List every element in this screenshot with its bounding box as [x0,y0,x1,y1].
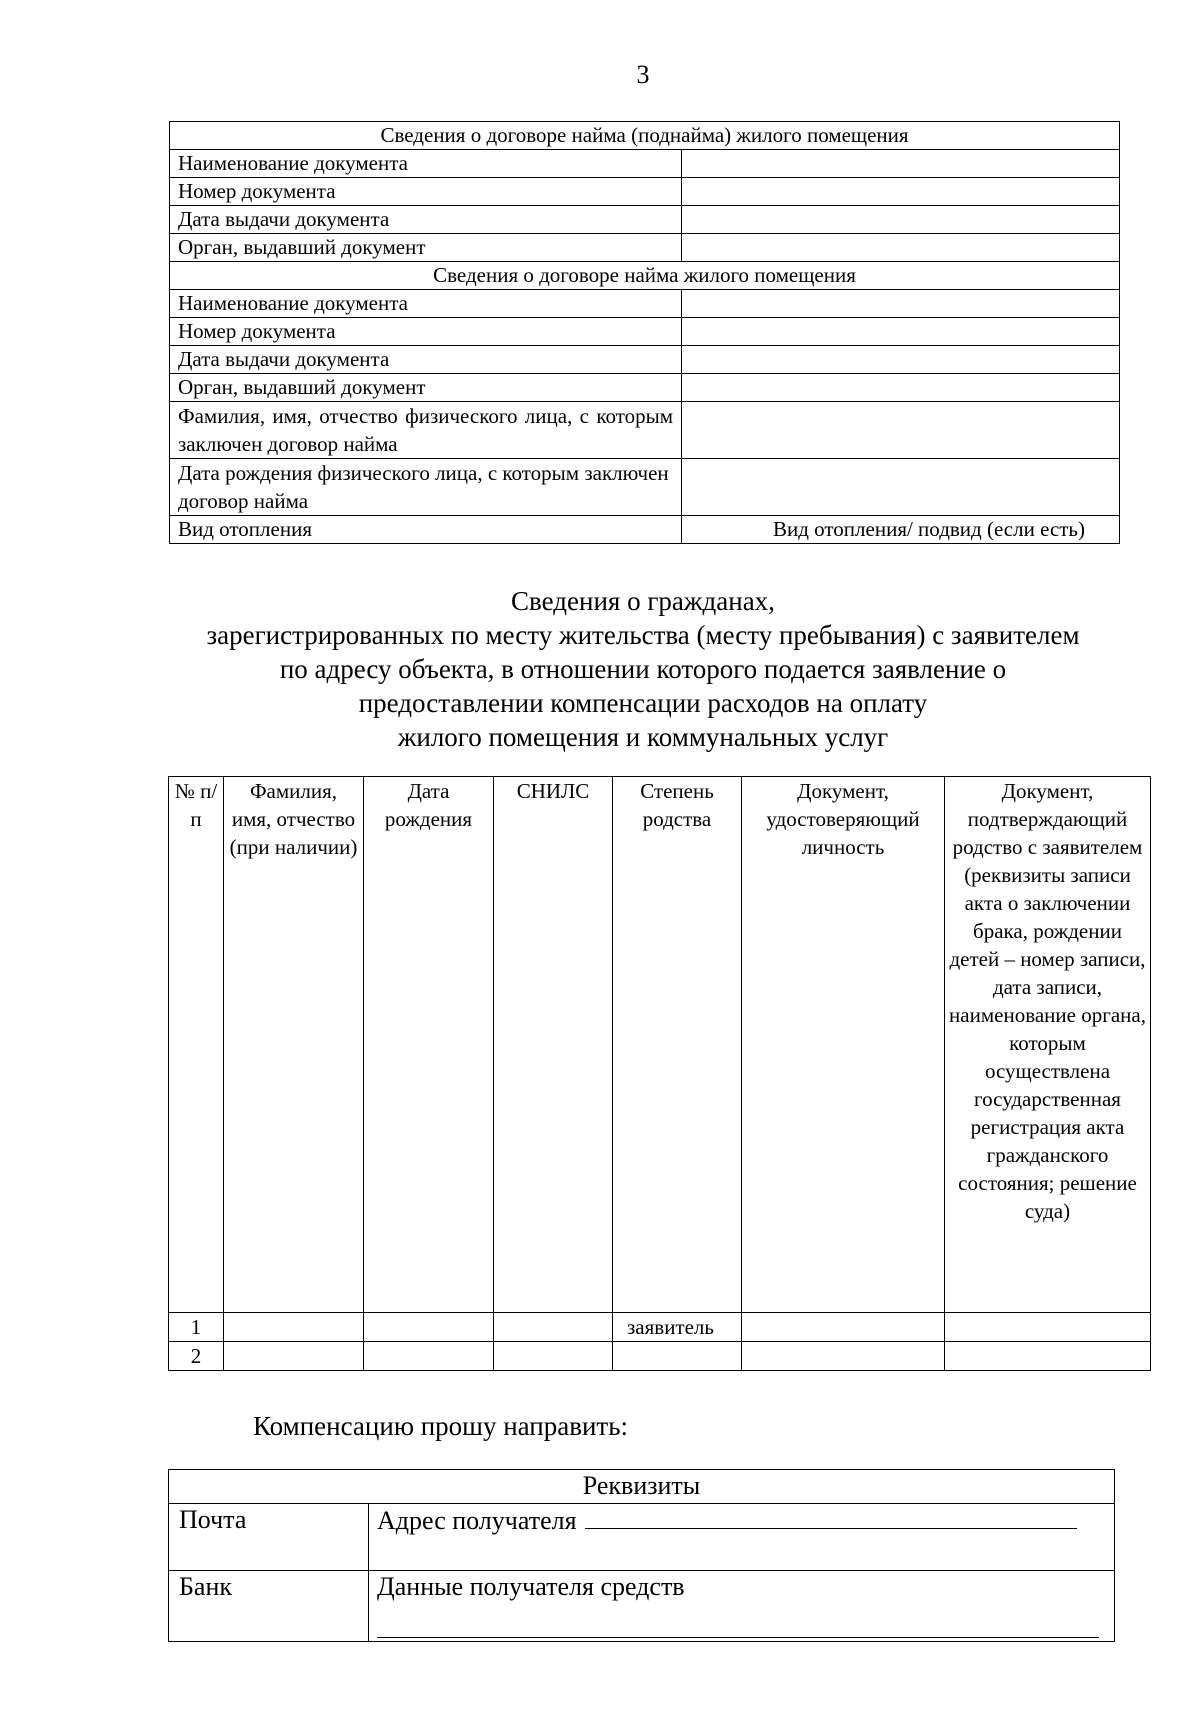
field-label: Номер документа [170,178,682,206]
cell[interactable] [224,1313,364,1342]
field-label: Орган, выдавший документ [170,234,682,262]
cell[interactable] [494,1342,613,1371]
field-label-tenant-name: Фамилия, имя, отчество физического лица, с которым заключен договор найма [170,402,682,459]
heating-value: Вид отопления/ подвид (если есть) [682,516,1120,544]
field-value[interactable] [682,374,1120,402]
field-value[interactable] [682,318,1120,346]
table-row [169,1313,1151,1342]
field-value[interactable] [682,178,1120,206]
bank-label: Банк [169,1571,369,1642]
row-number: 1 [169,1313,224,1342]
cell[interactable] [224,1342,364,1371]
compensation-heading: Компенсацию прошу направить: [253,1411,629,1441]
col-header-number: № п/п [169,777,224,1313]
field-label: Орган, выдавший документ [170,374,682,402]
recipient-address-label: Адрес получателя [377,1506,577,1535]
title-line: Сведения о гражданах, [511,586,775,616]
title-line: жилого помещения и коммунальных услуг [397,722,889,752]
row-number: 2 [169,1342,224,1371]
title-line: зарегистрированных по месту жительства (месту пребывания) с заявителем [206,620,1080,650]
field-value[interactable] [682,402,1120,459]
cell[interactable] [945,1313,1151,1342]
field-value[interactable] [682,346,1120,374]
col-header-relation: Степень родства [613,777,742,1313]
field-value[interactable] [682,290,1120,318]
col-header-fullname: Фамилия, имя, отчество (при наличии) [224,777,364,1313]
cell[interactable] [945,1342,1151,1371]
col-header-snils: СНИЛС [494,777,613,1313]
lease-header: Сведения о договоре найма жилого помещения [170,262,1120,290]
table-row [169,1342,1151,1371]
field-label: Номер документа [170,318,682,346]
cell-relation[interactable]: заявитель [613,1313,742,1342]
field-label: Дата выдачи документа [170,206,682,234]
mail-cell [369,1504,1115,1571]
field-label: Дата выдачи документа [170,346,682,374]
col-header-id-document: Документ, удостоверяющий личность [742,777,945,1313]
recipient-bank-line[interactable] [377,1603,1099,1638]
citizens-table [168,776,1151,1371]
cell[interactable] [364,1313,494,1342]
cell[interactable] [494,1313,613,1342]
mail-label: Почта [169,1504,369,1571]
cell[interactable] [364,1342,494,1371]
requisites-header: Реквизиты [169,1470,1115,1504]
lease-agreement-table [169,121,1120,544]
field-label: Наименование документа [170,150,682,178]
col-header-kinship-document: Документ, подтверждающий родство с заявителем (реквизиты записи акта о заключении брака, рождении детей – номер записи, дата записи, наименование органа, которым осуществлена государственная регистрация акта гражданского состояния; решение суда) [945,777,1151,1313]
field-value[interactable] [682,459,1120,516]
requisites-table [168,1469,1115,1642]
field-value[interactable] [682,206,1120,234]
cell[interactable] [742,1313,945,1342]
heating-label: Вид отопления [170,516,682,544]
recipient-address-line[interactable] [585,1504,1077,1529]
recipient-bank-label: Данные получателя средств [377,1572,685,1601]
title-line: по адресу объекта, в отношении которого подается заявление о [279,654,1007,684]
field-value[interactable] [682,150,1120,178]
field-value[interactable] [682,234,1120,262]
page-number: 3 [636,60,650,89]
cell[interactable] [742,1342,945,1371]
field-label: Наименование документа [170,290,682,318]
col-header-birthdate: Дата рождения [364,777,494,1313]
field-label-tenant-birthdate: Дата рождения физического лица, с которым заключен договор найма [170,459,682,516]
cell-relation[interactable] [613,1342,742,1371]
citizens-section-title [0,584,1200,754]
lease-sublease-header: Сведения о договоре найма (поднайма) жилого помещения [170,122,1120,150]
bank-cell [369,1571,1115,1642]
title-line: предоставлении компенсации расходов на оплату [358,688,928,718]
